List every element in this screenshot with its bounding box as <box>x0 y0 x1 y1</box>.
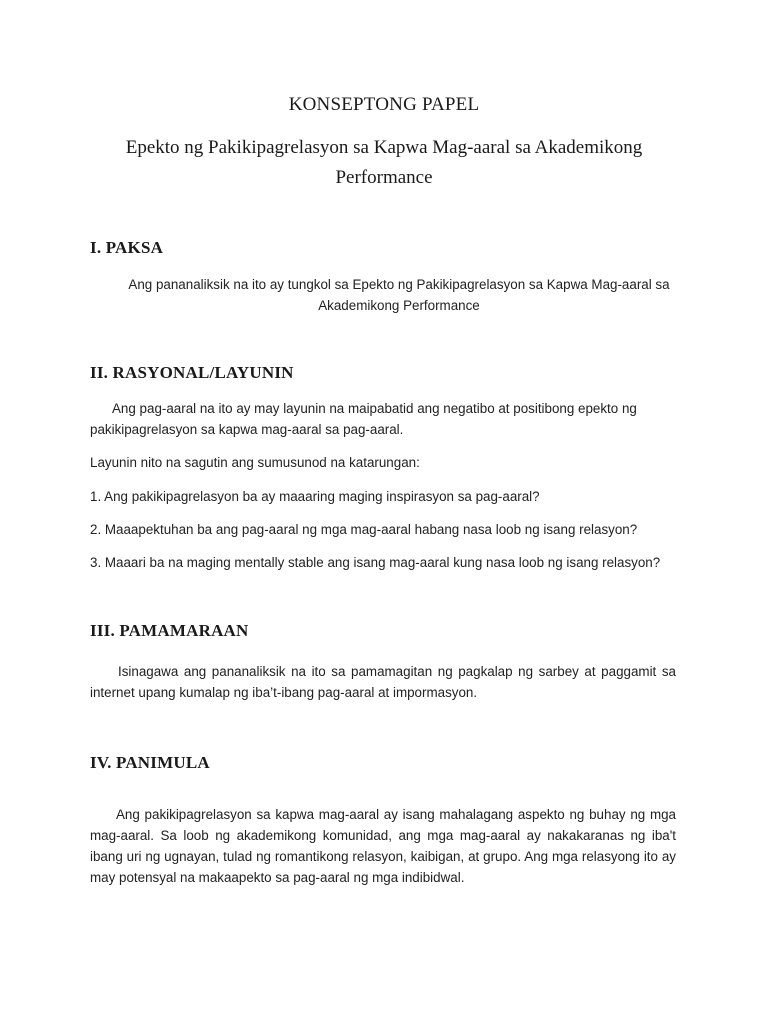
panimula-text: Ang pakikipagrelasyon sa kapwa mag-aaral ay isang mahalagang aspekto ng buhay ng mga mag-aaral. Sa loob ng akademikong komunidad, ang mga mag-aaral ay nakakaranas ng iba't ibang uri ng ugnayan, tulad ng romantikong relasyon, kaibigan, at grupo. Ang mga relasyong ito ay may potensyal na makaapekto sa pag-aaral ng mga indibidwal. <box>90 807 676 885</box>
section-heading-pamamaraan: III. PAMAMARAAN <box>90 621 249 640</box>
question-item: 2. Maaapektuhan ba ang pag-aaral ng mga mag-aaral habang nasa loob ng isang relasyon? <box>90 522 638 537</box>
section-heading-rasyonal: II. RASYONAL/LAYUNIN <box>90 363 294 382</box>
question-item: 3. Maaari ba na maging mentally stable ang isang mag-aaral kung nasa loob ng isang relasyon? <box>90 555 661 570</box>
document-title: KONSEPTONG PAPEL <box>288 94 480 115</box>
question-item: 1. Ang pakikipagrelasyon ba ay maaaring maging inspirasyon sa pag-aaral? <box>90 489 540 504</box>
paksa-text: Ang pananaliksik na ito ay tungkol sa Epekto ng Pakikipagrelasyon sa Kapwa Mag-aaral sa Akademikong Performance <box>128 277 670 313</box>
pamamaraan-text: Isinagawa ang pananaliksik na ito sa pamamagitan ng pagkalap ng sarbey at paggamit sa internet upang kumalap ng iba’t-ibang pag-aaral at impormasyon. <box>90 664 676 700</box>
document-subtitle: Epekto ng Pakikipagrelasyon sa Kapwa Mag-aaral sa Akademikong Performance <box>125 137 643 188</box>
section-heading-panimula: IV. PANIMULA <box>90 753 210 772</box>
section-heading-paksa: I. PAKSA <box>90 238 164 257</box>
rasyonal-intro: Layunin nito na sagutin ang sumusunod na katarungan: <box>90 455 420 470</box>
rasyonal-paragraph: Ang pag-aaral na ito ay may layunin na maipabatid ang negatibo at positibong epekto ng pakikipagrelasyon sa kapwa mag-aaral sa pag-aaral. <box>90 401 637 437</box>
